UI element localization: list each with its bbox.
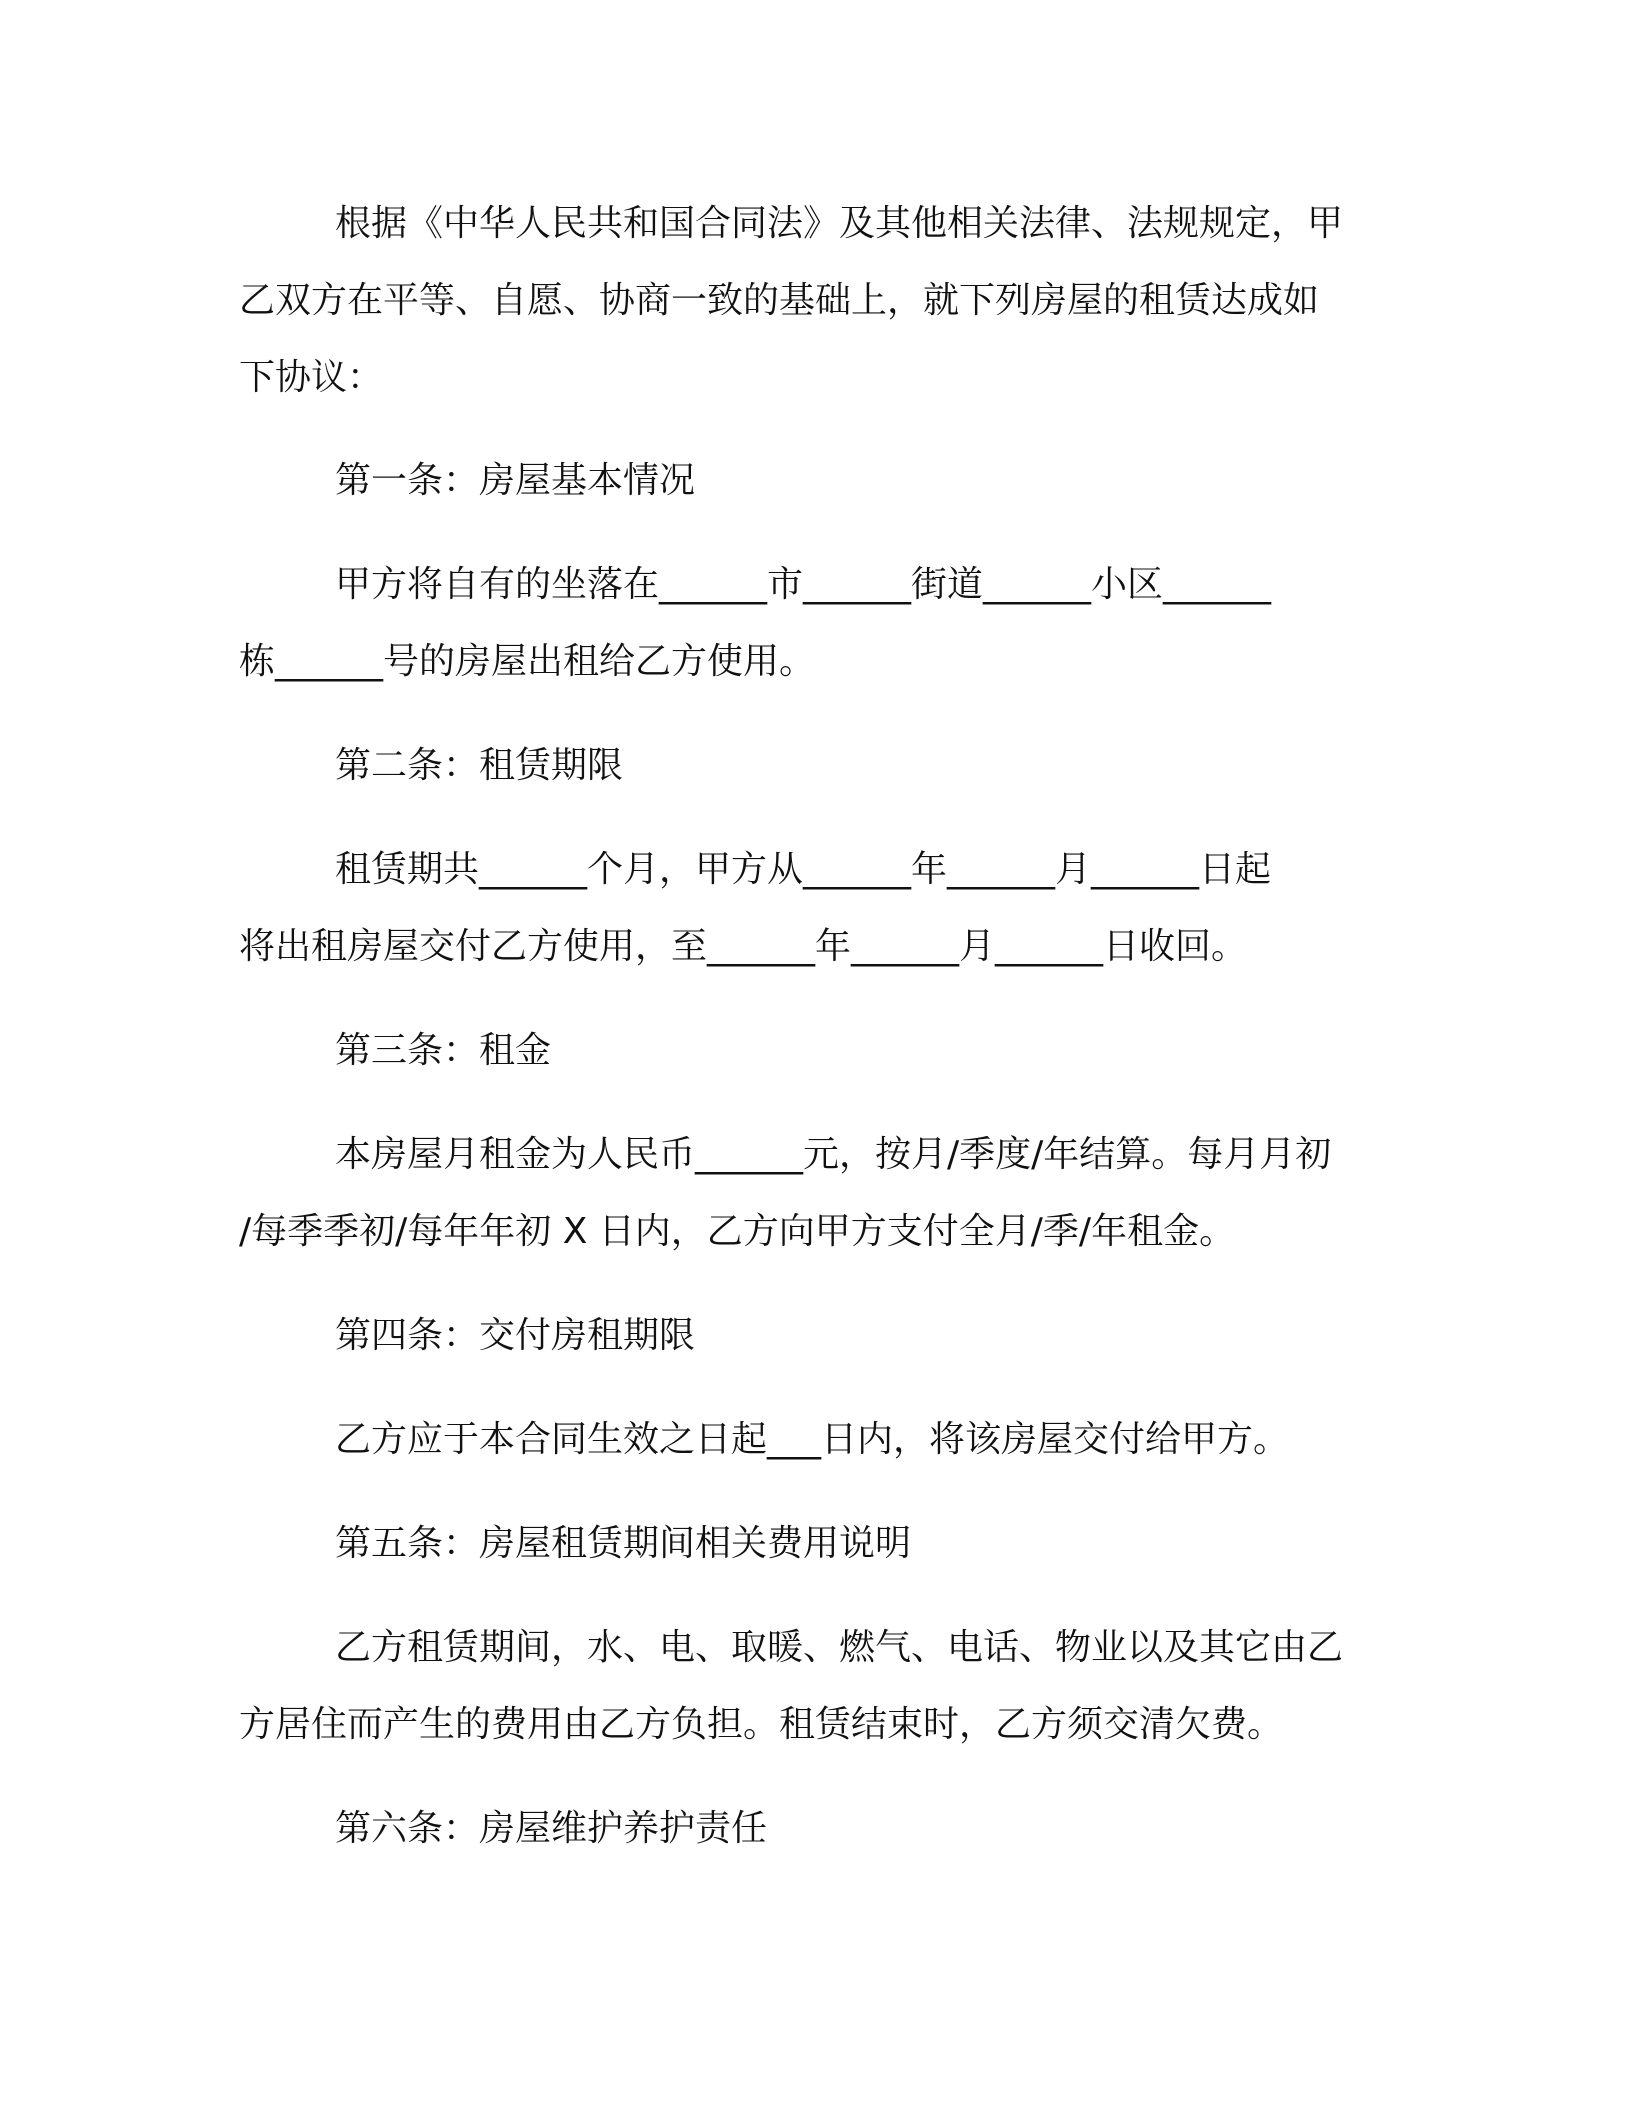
- article-2-heading: 第二条：租赁期限: [335, 745, 624, 786]
- article-4-heading: 第四条：交付房租期限: [335, 1315, 696, 1356]
- article-1-line: 栋______号的房屋出租给乙方使用。: [239, 641, 816, 682]
- article-3-line: 本房屋月租金为人民币______元，按月/季度/年结算。每月月初: [335, 1134, 1332, 1175]
- article-1-body: [239, 546, 1389, 700]
- article-3-body: [239, 1116, 1389, 1270]
- article-6-heading: 第六条：房屋维护养护责任: [335, 1808, 768, 1849]
- article-3-line: /每季季初/每年年初 X 日内，乙方向甲方支付全月/季/年租金。: [239, 1211, 1236, 1252]
- article-5-line: 方居住而产生的费用由乙方负担。租赁结束时，乙方须交清欠费。: [239, 1704, 1284, 1745]
- article-1-line: 甲方将自有的坐落在______市______街道______小区______: [335, 564, 1272, 605]
- intro-line: 下协议：: [239, 357, 384, 398]
- article-2-body: [239, 831, 1389, 985]
- intro-line: 乙双方在平等、自愿、协商一致的基础上，就下列房屋的租赁达成如: [239, 280, 1320, 321]
- document-page: [239, 185, 1389, 1867]
- article-5-heading: 第五条：房屋租赁期间相关费用说明: [335, 1523, 912, 1564]
- article-4-body: [239, 1401, 1389, 1478]
- article-4-line: 乙方应于本合同生效之日起___日内，将该房屋交付给甲方。: [335, 1419, 1290, 1460]
- article-5-body: [239, 1609, 1389, 1763]
- intro-line: 根据《中华人民共和国合同法》及其他相关法律、法规规定，甲: [335, 203, 1344, 244]
- article-3-heading: 第三条：租金: [335, 1030, 552, 1071]
- intro-paragraph: [239, 185, 1389, 416]
- article-2-line: 租赁期共______个月，甲方从______年______月______日起: [335, 849, 1272, 890]
- article-2-line: 将出租房屋交付乙方使用，至______年______月______日收回。: [239, 926, 1248, 967]
- article-5-line: 乙方租赁期间，水、电、取暖、燃气、电话、物业以及其它由乙: [335, 1627, 1344, 1668]
- article-1-heading: 第一条：房屋基本情况: [335, 460, 696, 501]
